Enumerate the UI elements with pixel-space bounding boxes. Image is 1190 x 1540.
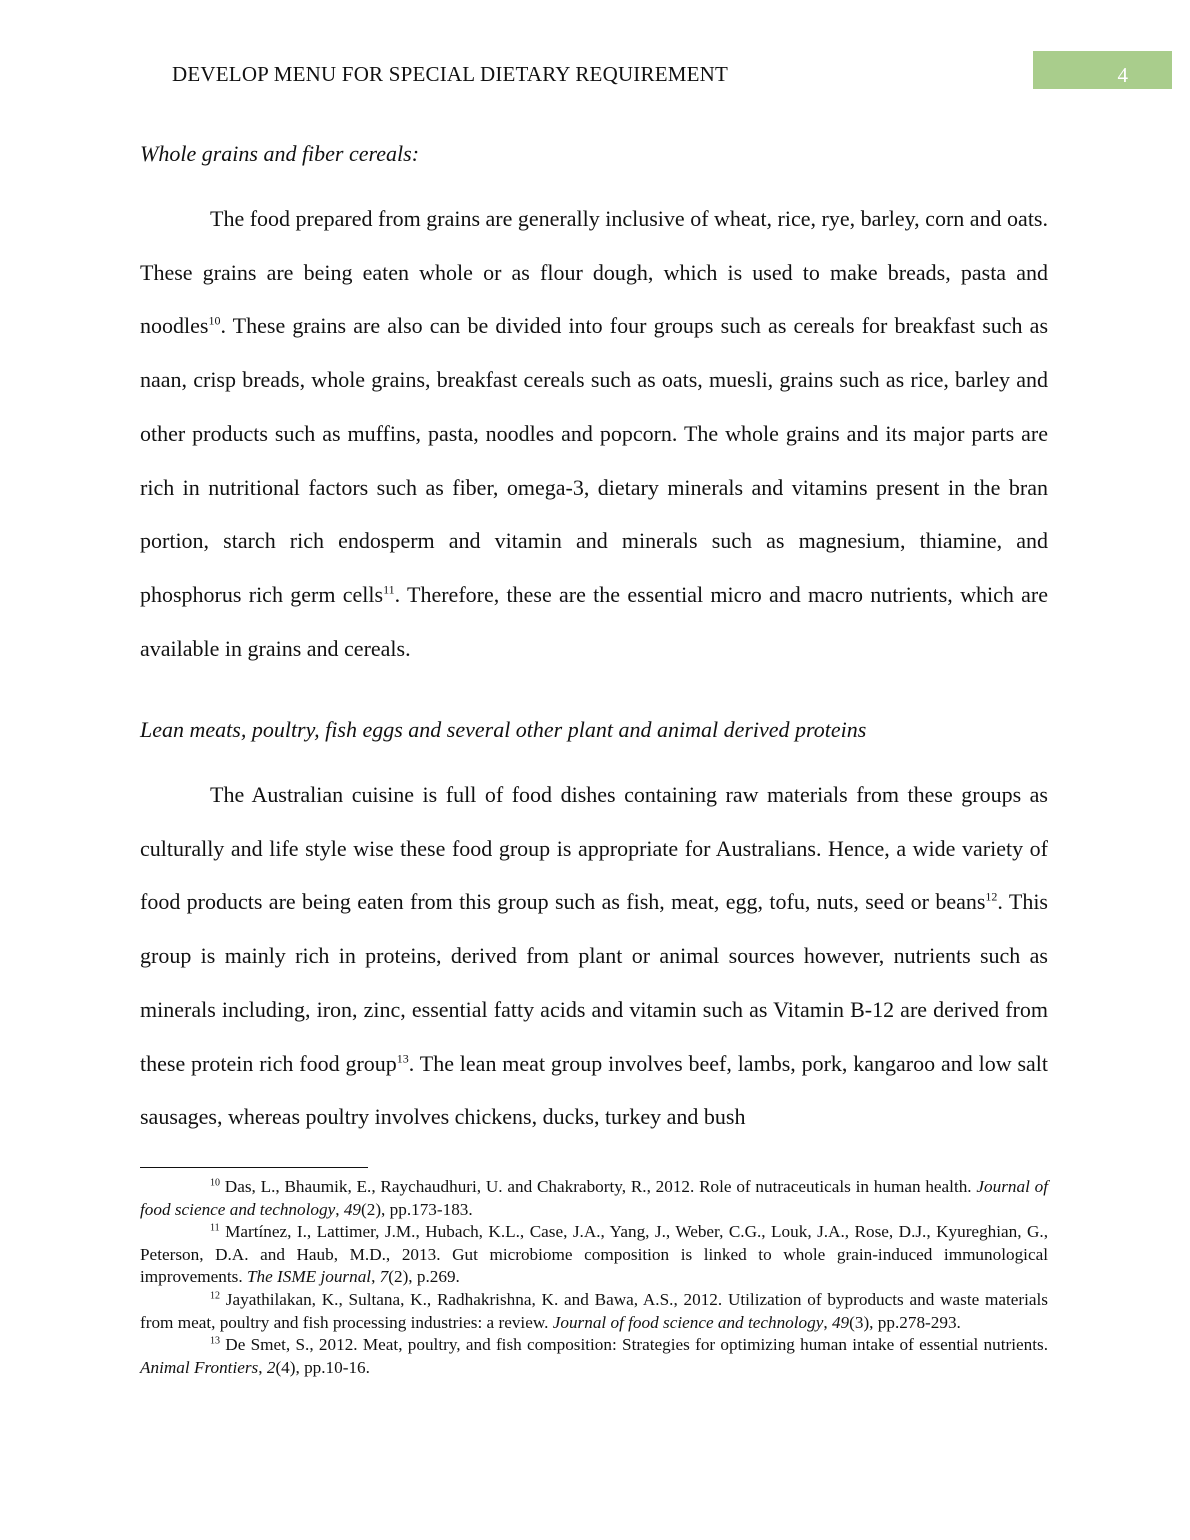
- section-heading-whole-grains: Whole grains and fiber cereals:: [140, 141, 420, 166]
- footnote-11: [140, 1221, 1048, 1289]
- footnote-number: 13: [210, 1335, 220, 1347]
- footnote-ref-13[interactable]: 13: [396, 1051, 409, 1066]
- footnote-ref-11[interactable]: 11: [383, 582, 395, 597]
- footnote-volume: 7: [379, 1267, 389, 1287]
- footnote-volume: 2: [266, 1357, 276, 1377]
- paragraph-whole-grains: [140, 192, 1048, 675]
- page-number: 4: [1117, 63, 1128, 87]
- footnote-text: Das, L., Bhaumik, E., Raychaudhuri, U. and Chakraborty, R., 2012. Role of nutraceuticals in human health.: [224, 1177, 977, 1196]
- footnote-ref-12[interactable]: 12: [985, 890, 998, 905]
- footnote-13: [140, 1334, 1048, 1379]
- section-heading-lean-meats: Lean meats, poultry, fish eggs and several other plant and animal derived proteins: [140, 717, 867, 742]
- paragraph-lean-meats: [140, 768, 1048, 1144]
- footnote-10: [140, 1176, 1048, 1221]
- paragraph-text: The food prepared from grains are generally inclusive of wheat, rice, rye, barley, corn and oats. These grains are being eaten whole or as flour dough, which is used to make breads, pasta and noodles: [140, 206, 1048, 339]
- footnote-volume: 49: [831, 1312, 850, 1332]
- footnote-number: 12: [210, 1290, 220, 1302]
- page-number-box: [1033, 51, 1172, 89]
- footnote-journal: Journal of food science and technology: [552, 1312, 824, 1332]
- footnote-text: Martínez, I., Lattimer, J.M., Hubach, K.L., Case, J.A., Yang, J., Weber, C.G., Louk, J.A., Rose, D.J., Kyureghian, G., Peterson, D.A. and Haub, M.D., 2013. Gut microbiome composition is linked to whole grain-induced immunological improvements.: [140, 1222, 1049, 1287]
- footnote-12: [140, 1289, 1048, 1334]
- footnote-volume: 49: [343, 1199, 361, 1219]
- paragraph-text: . These grains are also can be divided into four groups such as cereals for breakfast such as naan, crisp breads, whole grains, breakfast cereals such as oats, muesli, grains such as rice, barley and other products such as muffins, pasta, noodles and popcorn. The whole grains and its major parts are rich in nutritional factors such as fiber, omega-3, dietary minerals and vitamins present in the bran portion, starch rich endosperm and vitamin and minerals such as magnesium, thiamine, and phosphorus rich germ cells: [140, 313, 1048, 607]
- paragraph-text: . This group is mainly rich in proteins, derived from plant or animal sources however, nutrients such as minerals including, iron, zinc, essential fatty acids and vitamin such as Vitamin B-12 are derived from these protein rich food group: [140, 889, 1048, 1076]
- paragraph-text: . The lean meat group involves beef, lambs, pork, kangaroo and low salt sausages, whereas poultry involves chickens, ducks, turkey and bush: [140, 1050, 1049, 1130]
- footnote-pages: (4), pp.10-16.: [275, 1357, 370, 1377]
- footnote-text: Jayathilakan, K., Sultana, K., Radhakrishna, K. and Bawa, A.S., 2012. Utilization of byproducts and waste materials from meat, poultry and fish processing industries: a review.: [140, 1289, 1048, 1332]
- footnote-ref-10[interactable]: 10: [208, 314, 221, 329]
- paragraph-text: The Australian cuisine is full of food dishes containing raw materials from these groups as culturally and life style wise these food group is appropriate for Australians. Hence, a wide variety of food products are being eaten from this group such as fish, meat, egg, tofu, nuts, seed or beans: [140, 782, 1048, 915]
- footnote-pages: (2), pp.173-183.: [361, 1199, 473, 1219]
- running-head-title: DEVELOP MENU FOR SPECIAL DIETARY REQUIREMENT: [172, 62, 729, 86]
- paragraph-text: . Therefore, these are the essential micro and macro nutrients, which are available in grains and cereals.: [140, 581, 1049, 661]
- footnote-separator-text: ,: [371, 1267, 380, 1287]
- footnote-separator-text: ,: [335, 1199, 344, 1219]
- footnote-journal: Journal of food science and technology: [140, 1177, 1048, 1219]
- footnote-number: 11: [210, 1222, 220, 1234]
- footnote-separator-text: ,: [823, 1312, 832, 1332]
- footnotes: [140, 1176, 1048, 1379]
- footnote-pages: (2), p.269.: [388, 1267, 460, 1287]
- footnote-journal: The ISME journal: [246, 1267, 372, 1287]
- footnote-text: De Smet, S., 2012. Meat, poultry, and fish composition: Strategies for optimizing human intake of essential nutrients.: [225, 1335, 1048, 1355]
- footnote-separator: [140, 1167, 368, 1168]
- footnote-journal: Animal Frontiers: [140, 1357, 259, 1377]
- footnote-separator-text: ,: [258, 1357, 267, 1377]
- footnote-number: 10: [210, 1177, 220, 1189]
- footnote-pages: (3), pp.278-293.: [849, 1312, 961, 1332]
